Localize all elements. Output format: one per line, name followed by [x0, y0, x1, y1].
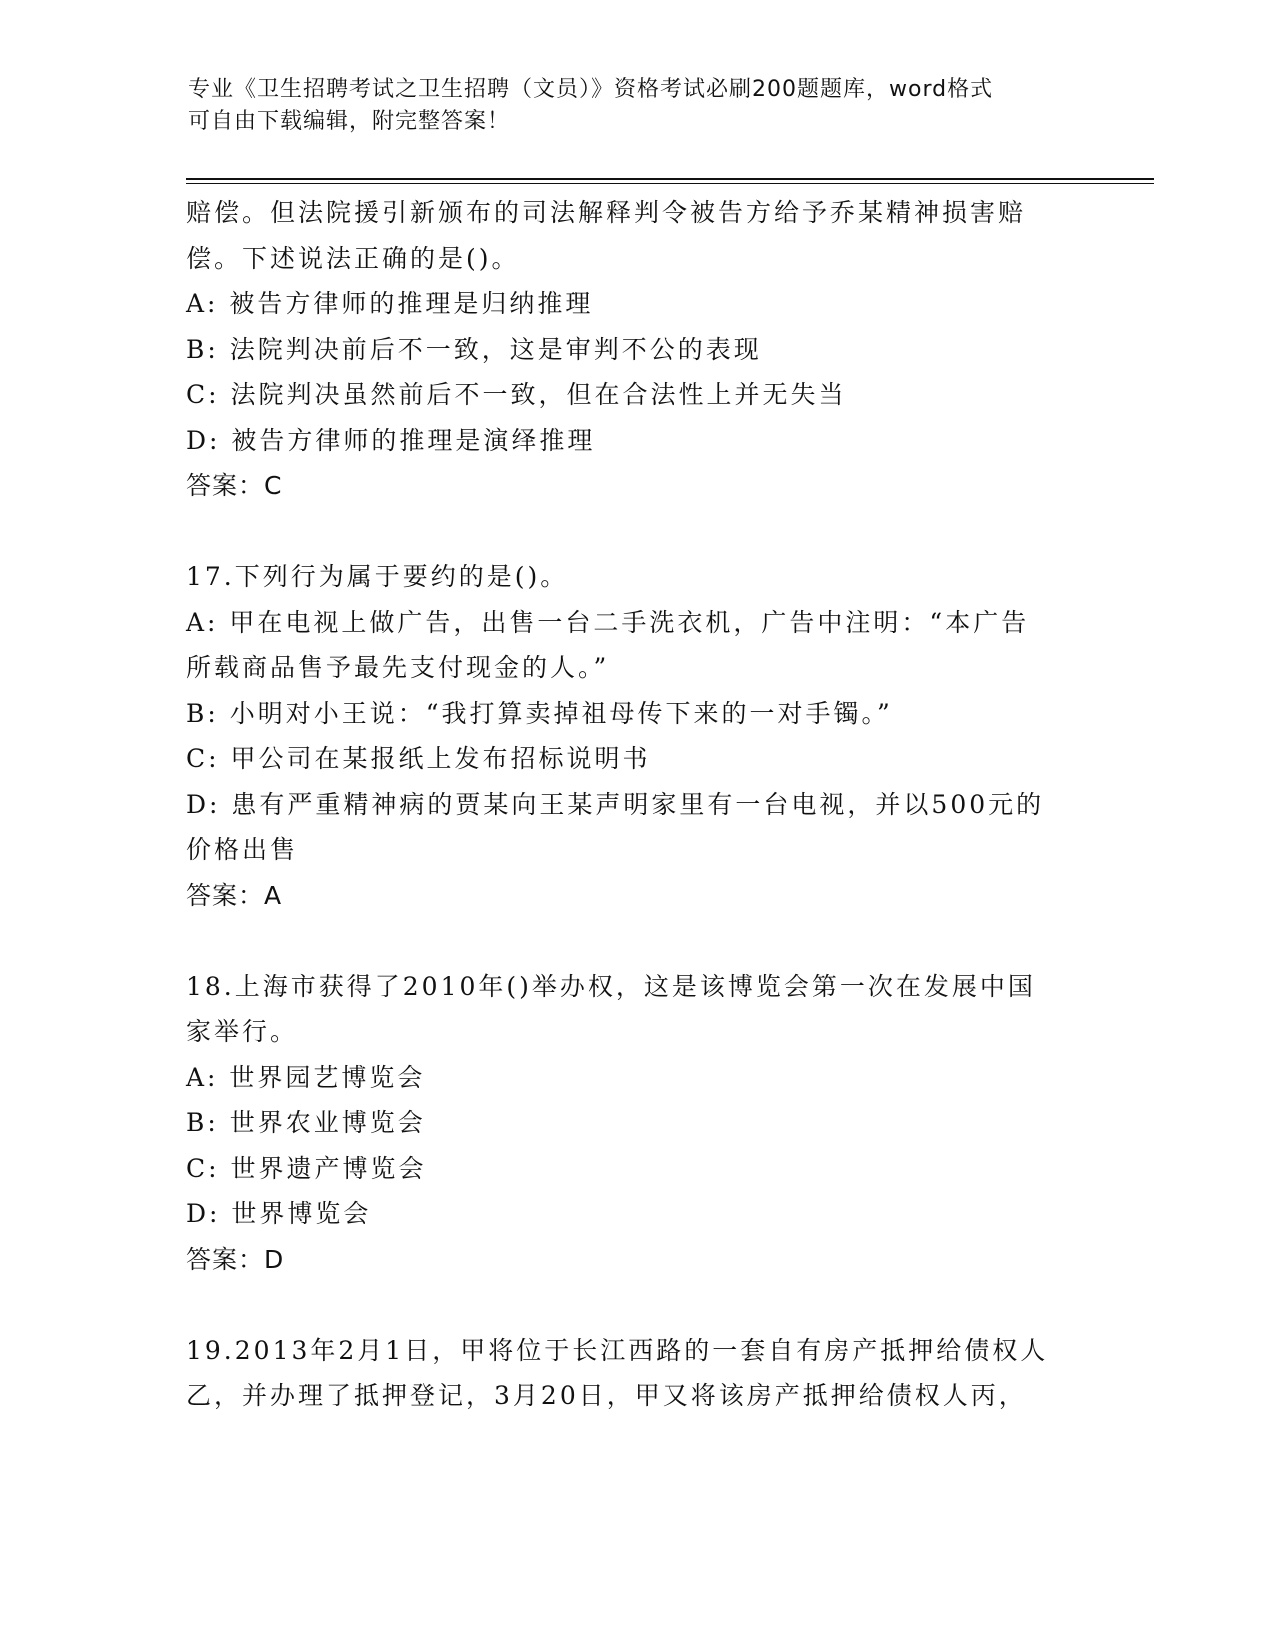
- question-text-line: 赔偿。但法院援引新颁布的司法解释判令被告方给予乔某精神损害赔: [186, 198, 1027, 227]
- option-d: D: 被告方律师的推理是演绎推理: [186, 425, 596, 455]
- answer-line: 答案：A: [186, 880, 283, 910]
- header-rule-thin: [186, 183, 1154, 184]
- option-b: B: 小明对小王说：“我打算卖掉祖母传下来的一对手镯。”: [186, 698, 893, 728]
- question-text-line: 17.下列行为属于要约的是()。: [186, 562, 569, 591]
- question-text-line: 18.上海市获得了2010年()举办权，这是该博览会第一次在发展中国: [186, 971, 1036, 1001]
- option-b: B: 世界农业博览会: [186, 1108, 426, 1137]
- option-c: C: 世界遗产博览会: [186, 1153, 427, 1183]
- option-c: C: 甲公司在某报纸上发布招标说明书: [186, 744, 651, 773]
- question-17: [186, 554, 1086, 918]
- question-16-continuation: [186, 190, 1086, 509]
- answer-line: 答案：D: [186, 1244, 285, 1274]
- option-a-continued: 所载商品售予最先支付现金的人。”: [186, 653, 610, 682]
- document-header: [188, 74, 1088, 138]
- question-text-line: 偿。下述说法正确的是()。: [186, 243, 520, 273]
- option-b: B: 法院判决前后不一致，这是审判不公的表现: [186, 334, 762, 364]
- option-d: D: 世界博览会: [186, 1199, 372, 1228]
- question-19: [186, 1328, 1086, 1419]
- option-a: A: 甲在电视上做广告，出售一台二手洗衣机，广告中注明：“本广告: [186, 607, 1030, 637]
- option-d-continued: 价格出售: [186, 835, 299, 864]
- header-line-1: 专业《卫生招聘考试之卫生招聘（文员）》资格考试必刷200题题库，word格式: [188, 77, 994, 102]
- option-d: D: 患有严重精神病的贾某向王某声明家里有一台电视，并以500元的: [186, 789, 1045, 819]
- question-content: [186, 190, 1086, 1419]
- option-c: C: 法院判决虽然前后不一致，但在合法性上并无失当: [186, 380, 847, 409]
- option-a: A: 世界园艺博览会: [186, 1062, 426, 1092]
- question-text-line: 家举行。: [186, 1017, 299, 1046]
- answer-line: 答案：C: [186, 471, 283, 500]
- header-rule-thick: [186, 178, 1154, 180]
- question-text-line: 19.2013年2月1日，甲将位于长江西路的一套自有房产抵押给债权人: [186, 1335, 1049, 1365]
- header-line-2: 可自由下载编辑，附完整答案！: [188, 109, 511, 134]
- question-18: [186, 964, 1086, 1283]
- question-text-line: 乙，并办理了抵押登记，3月20日，甲又将该房产抵押给债权人丙，: [186, 1381, 1027, 1410]
- option-a: A: 被告方律师的推理是归纳推理: [186, 289, 594, 318]
